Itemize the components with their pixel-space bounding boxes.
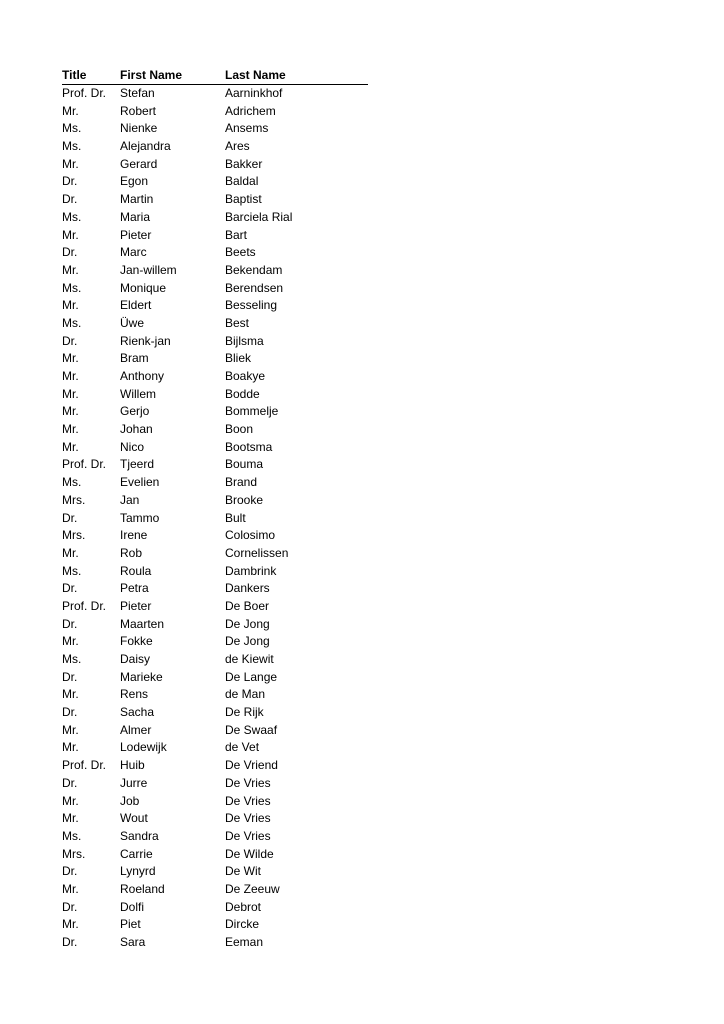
cell-last-name: Dircke [225,917,260,932]
cell-title: Mr. [62,793,79,808]
cell-last-name: Aarninkhof [225,86,283,100]
table-row [62,722,368,740]
table-row [62,439,368,457]
table-row [62,244,368,262]
table-row [62,315,368,333]
cell-first-name: Marc [120,245,147,260]
cell-title: Mr. [62,722,79,737]
cell-last-name: De Vries [225,775,271,790]
table-row [62,421,368,439]
column-header-last-name: Last Name [225,68,286,82]
table-row [62,492,368,510]
table-row [62,598,368,616]
cell-last-name: Dankers [225,581,270,596]
cell-last-name: Brand [225,475,258,490]
cell-first-name: Willem [120,386,156,401]
cell-last-name: Brooke [225,492,264,507]
cell-first-name: Evelien [120,475,160,490]
cell-first-name: Gerard [120,156,158,171]
cell-last-name: Berendsen [225,280,284,295]
cell-first-name: Maarten [120,616,165,631]
cell-first-name: Eldert [120,298,152,313]
cell-last-name: Bouma [225,457,264,472]
table-row [62,510,368,528]
cell-first-name: Egon [120,174,149,189]
cell-last-name: Besseling [225,298,278,313]
table-row [62,350,368,368]
cell-last-name: Bliek [225,351,252,366]
cell-first-name: Pieter [120,227,152,242]
table-row [62,138,368,156]
cell-title: Mr. [62,439,79,454]
cell-last-name: Bodde [225,386,260,401]
cell-first-name: Jan [120,492,140,507]
cell-first-name: Sacha [120,705,155,720]
cell-first-name: Almer [120,722,152,737]
cell-first-name: Wout [120,811,148,826]
cell-first-name: Jurre [120,775,148,790]
cell-first-name: Sandra [120,828,159,843]
cell-last-name: De Boer [225,598,270,613]
cell-title: Prof. Dr. [62,457,107,472]
cell-title: Prof. Dr. [62,86,107,100]
table-row [62,85,368,103]
cell-last-name: Best [225,315,250,330]
table-row [62,297,368,315]
table-row [62,368,368,386]
cell-first-name: Petra [120,581,149,596]
table-row [62,280,368,298]
cell-first-name: Maria [120,209,151,224]
table-row [62,456,368,474]
cell-title: Ms. [62,475,82,490]
column-header-first-name: First Name [120,68,183,82]
cell-title: Mr. [62,881,79,896]
cell-first-name: Roula [120,563,152,578]
cell-last-name: De Wit [225,864,261,879]
cell-last-name: De Rijk [225,705,264,720]
cell-title: Dr. [62,616,78,631]
cell-title: Ms. [62,139,82,154]
cell-first-name: Anthony [120,369,165,383]
table-row [62,863,368,881]
cell-first-name: Bram [120,351,149,366]
cell-title: Mr. [62,227,79,242]
cell-last-name: De Lange [225,669,278,684]
cell-title: Mr. [62,156,79,171]
cell-last-name: Bult [225,510,246,525]
table-row [62,103,368,121]
cell-last-name: De Jong [225,616,270,631]
table-row [62,227,368,245]
cell-last-name: Debrot [225,899,262,914]
cell-title: Ms. [62,652,82,666]
cell-last-name: Cornelissen [225,545,289,560]
cell-title: Dr. [62,333,78,348]
table-row [62,474,368,492]
cell-first-name: Job [120,793,140,808]
cell-first-name: Piet [120,917,141,932]
cell-last-name: Boakye [225,369,266,383]
cell-last-name: Baldal [225,174,259,189]
cell-first-name: Daisy [120,652,151,666]
table-row [62,686,368,704]
table-row [62,580,368,598]
table-row [62,191,368,209]
table-row [62,899,368,917]
cell-title: Mr. [62,298,79,313]
cell-title: Mr. [62,369,79,383]
cell-last-name: Ansems [225,121,269,136]
cell-first-name: Rens [120,687,149,702]
cell-title: Dr. [62,705,78,720]
cell-first-name: Dolfi [120,899,145,914]
cell-first-name: Üwe [120,315,145,330]
table-row [62,545,368,563]
table-row [62,810,368,828]
cell-title: Mrs. [62,492,86,507]
cell-first-name: Lodewijk [120,740,167,755]
cell-first-name: Pieter [120,598,152,613]
cell-title: Ms. [62,828,82,843]
cell-last-name: Colosimo [225,528,276,543]
table-row [62,173,368,191]
cell-title: Ms. [62,280,82,295]
table-header-row [62,66,368,85]
cell-title: Mr. [62,103,79,118]
cell-first-name: Gerjo [120,404,150,419]
cell-last-name: De Wilde [225,846,274,861]
cell-first-name: Rienk-jan [120,333,171,348]
table-row [62,775,368,793]
cell-title: Dr. [62,510,78,525]
cell-last-name: De Vries [225,793,271,808]
cell-last-name: de Kiewit [225,652,274,666]
table-row [62,934,368,952]
cell-title: Mr. [62,386,79,401]
cell-first-name: Carrie [120,846,153,861]
names-table [62,66,368,952]
cell-title: Mr. [62,634,79,649]
cell-last-name: Bootsma [225,439,273,454]
cell-last-name: De Swaaf [225,722,278,737]
cell-first-name: Tjeerd [120,457,155,472]
cell-title: Mr. [62,351,79,366]
table-row [62,633,368,651]
cell-title: Dr. [62,899,78,914]
cell-title: Dr. [62,669,78,684]
cell-first-name: Sara [120,935,146,949]
cell-first-name: Monique [120,280,167,295]
cell-last-name: Beets [225,245,256,260]
cell-first-name: Johan [120,422,153,437]
cell-title: Mrs. [62,528,86,543]
table-row [62,704,368,722]
cell-last-name: Eeman [225,935,264,949]
cell-first-name: Irene [120,528,148,543]
table-row [62,527,368,545]
cell-last-name: Boon [225,422,254,437]
table-row [62,386,368,404]
table-row [62,209,368,227]
cell-title: Mr. [62,422,79,437]
cell-title: Mrs. [62,846,86,861]
table-row [62,757,368,775]
table-row [62,881,368,899]
cell-last-name: De Jong [225,634,270,649]
table-row [62,156,368,174]
cell-last-name: De Vries [225,811,271,826]
cell-last-name: Ares [225,139,250,154]
cell-last-name: Bommelje [225,404,279,419]
cell-title: Mr. [62,917,79,932]
cell-title: Mr. [62,262,79,277]
table-row [62,403,368,421]
cell-first-name: Jan-willem [120,262,177,277]
cell-title: Mr. [62,404,79,419]
cell-first-name: Huib [120,758,145,773]
cell-last-name: De Zeeuw [225,881,280,896]
cell-title: Mr. [62,740,79,755]
table-row [62,333,368,351]
cell-first-name: Martin [120,192,154,207]
cell-last-name: Baptist [225,192,262,207]
cell-last-name: Adrichem [225,103,276,118]
cell-title: Dr. [62,245,78,260]
column-header-title: Title [62,68,87,82]
cell-last-name: de Man [225,687,266,702]
cell-last-name: de Vet [225,740,260,755]
table-row [62,739,368,757]
cell-title: Dr. [62,775,78,790]
cell-title: Mr. [62,545,79,560]
cell-title: Dr. [62,581,78,596]
table-row [62,563,368,581]
cell-title: Dr. [62,174,78,189]
cell-last-name: Barciela Rial [225,209,293,224]
table-row [62,120,368,138]
cell-title: Prof. Dr. [62,758,107,773]
cell-title: Mr. [62,687,79,702]
cell-title: Dr. [62,192,78,207]
cell-last-name: Bart [225,227,248,242]
cell-first-name: Tammo [120,510,160,525]
cell-first-name: Nico [120,439,145,454]
table-row [62,846,368,864]
table-row [62,616,368,634]
cell-last-name: Dambrink [225,563,277,578]
cell-first-name: Nienke [120,121,158,136]
cell-first-name: Stefan [120,86,155,100]
cell-first-name: Roeland [120,881,165,896]
table-row [62,262,368,280]
cell-last-name: Bekendam [225,262,283,277]
cell-last-name: De Vries [225,828,271,843]
table-row [62,669,368,687]
cell-title: Ms. [62,209,82,224]
table-row [62,916,368,934]
cell-first-name: Lynyrd [120,864,156,879]
cell-first-name: Alejandra [120,139,171,154]
cell-title: Ms. [62,315,82,330]
cell-title: Dr. [62,935,78,949]
cell-title: Ms. [62,121,82,136]
cell-last-name: Bakker [225,156,263,171]
cell-last-name: Bijlsma [225,333,264,348]
table-body [62,85,368,952]
cell-first-name: Fokke [120,634,153,649]
cell-title: Dr. [62,864,78,879]
cell-first-name: Marieke [120,669,163,684]
cell-title: Ms. [62,563,82,578]
table-row [62,828,368,846]
cell-first-name: Robert [120,103,157,118]
cell-first-name: Rob [120,545,143,560]
cell-title: Prof. Dr. [62,598,107,613]
cell-last-name: De Vriend [225,758,278,773]
table-row [62,793,368,811]
cell-title: Mr. [62,811,79,826]
table-row [62,651,368,669]
